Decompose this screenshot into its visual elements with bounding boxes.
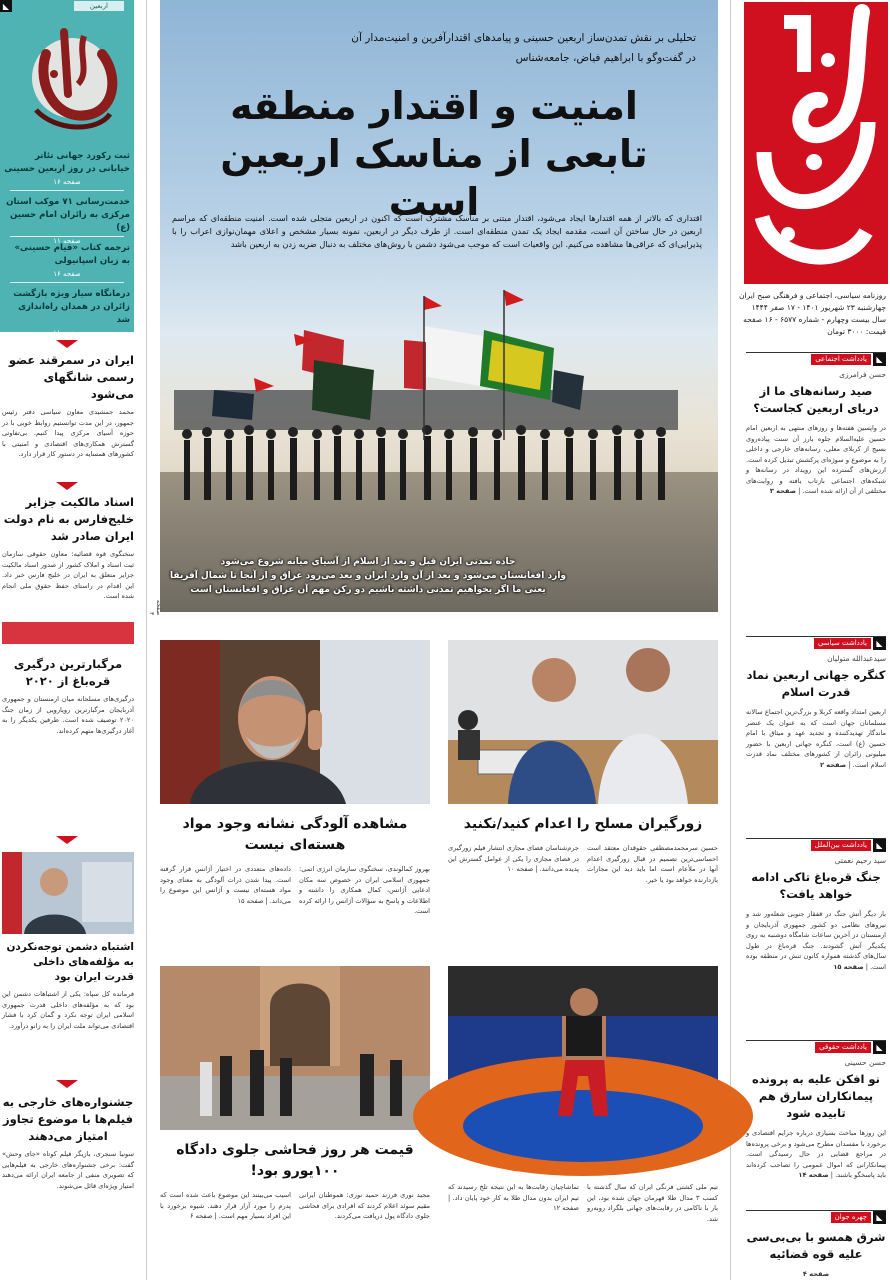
lead-story xyxy=(160,0,718,612)
arbaeen-label: اربعین xyxy=(74,1,124,11)
note-body: بار دیگر آتش جنگ در قفقاز جنوبی شعله‌ور شد و نیروهای نظامی دو کشور جمهوری آذربایجان و ارمنستان در آخرین ساعات شامگاه دوشنبه به روی یکدیگر آتش گشودند. جنگ قره‌باغ در طول سال‌های گذشته همواره کانون تنش در منطقه بوده است. xyxy=(746,910,886,971)
story-body: تیم ملی کشتی فرنگی ایران که سال گذشته با کسب ۳ مدال طلا قهرمان جهان شده بود، این بار با ناکامی در رقابت‌های جهانی بلگراد روبه‌رو شد. xyxy=(587,1183,719,1223)
left-story-body: سونیا سنجری، بازیگر فیلم کوتاه «جای وحش» گفت: برخی جشنواره‌های خارجی به فیلم‌هایی که تصویری منفی از جامعه ایران ارائه می‌دهند امتیاز ویژه‌ای قائل می‌شوند. xyxy=(2,1150,134,1190)
note-body: این روزها مباحث بسیاری درباره جرایم اقتصادی و برخورد با مفسدان مطرح می‌شود و برخی پرونده‌ها در مراجع قضایی در حال رسیدگی است. پیمانکارانی که اموال عمومی را تصاحب کرده‌اند باید پاسخگو باشند. xyxy=(746,1129,886,1179)
left-story-body: سخنگوی قوه قضائیه: معاون حقوقی سازمان ثبت اسناد و املاک کشور از صدور اسناد مالکیت جزایر متعلق به ایران در خلیج فارس خبر داد. این اقدام در راستای حفظ حقوق ملی انجام شده است. xyxy=(2,550,134,600)
note-tag: یادداشت اجتماعی xyxy=(811,354,871,365)
lead-page-ref[interactable]: صفحه ۳ xyxy=(148,599,162,616)
story-body: جرم‌شناسان فضای مجازی انتشار فیلم زورگیری در فضای مجازی را یکی از عوامل گسترش این پدیده می‌دانند. | صفحه ۱۰ xyxy=(448,844,579,873)
logo-graphic xyxy=(744,2,888,284)
left-story xyxy=(2,656,134,836)
left-story xyxy=(2,494,134,618)
left-story-body: فرمانده کل سپاه: یکی از اشتباهات دشمن این بود که به مؤلفه‌های داخلی قدرت جمهوری اسلامی ایران توجه نکرد و گمان کرد با فشار اقتصادی می‌تواند ملت ایران را به زانو درآورد. xyxy=(2,990,134,1030)
kicker-line: در گفت‌وگو با ابراهیم فیاض، جامعه‌شناس xyxy=(515,52,696,64)
story-body: مجید نوری فرزند حمید نوری: هموطنان ایرانی مقیم سوئد اعلام کردند که افرادی برای فحاشی جلوی دادگاه پول دریافت می‌کردند. xyxy=(299,1191,430,1220)
teal-news-item[interactable] xyxy=(4,150,130,189)
divider xyxy=(10,282,124,283)
teal-news-item[interactable] xyxy=(4,196,130,248)
left-story-title[interactable]: مرگبارترین درگیری قره‌باغ از ۲۰۲۰ xyxy=(13,657,123,688)
note-box: ◣ یادداشت بین‌الملل سید رحیم نعمتی جنگ قره‌باغ تاکی ادامه خواهد یافت؟ بار دیگر آتش جنگ در قفقاز جنوبی شعله‌ور شد و نیروهای نظامی دو کشور جمهوری آذربایجان و ارمنستان در آخرین ساعات شامگاه دوشنبه به روی یکدیگر آتش گشودند. جنگ قره‌باغ در طول سال‌های گذشته همواره کانون تنش در منطقه بوده است. | صفحه ۱۵ xyxy=(746,838,886,1034)
note-author: حسن فرامرزی xyxy=(839,370,886,379)
commander-photo xyxy=(2,852,134,934)
lead-headline[interactable] xyxy=(184,82,684,226)
masthead-line: قیمت: ۳۰۰۰ تومان xyxy=(827,327,886,336)
arrow-icon: ◣ xyxy=(873,353,886,366)
story-nuclear xyxy=(160,640,430,917)
note-body: در واپسین هفته‌ها و روزهای منتهی به اربعین امام حسین علیه‌السلام جلوه بارز آن سنت پیاده‌روی بسیج از کربلای معلی، رسانه‌های خارجی و داخلی را به موضوع و سوژه‌ای پرکشش تبدیل کرده است. ارزش‌های گسترده این رویداد در رسانه‌ها و شبکه‌های اجتماعی بازتاب یافته و روایت‌های مختلفی از آن ارائه شده است. xyxy=(746,424,886,495)
left-story-body: محمد جمشیدی معاون سیاسی دفتر رئیس جمهور، در این مدت توانستیم روابط خوبی با در حوزه آسیای مرکزی پیدا کنیم. بی‌تفاوتی گسترش همکاری‌های اقتصادی و امنیتی با کشورهای همسایه در دستور کار قرار دارد. xyxy=(2,408,134,458)
note-author: سید رحیم نعمتی xyxy=(834,856,886,865)
note-tag: چهره جوان xyxy=(831,1212,871,1223)
left-column xyxy=(0,0,136,1280)
lead-kicker xyxy=(176,28,696,68)
teal-item-page: صفحه ۱۶ xyxy=(53,270,81,278)
left-story-title[interactable]: جشنواره‌های خارجی به فیلم‌ها با موضوع تجاوز امتیاز می‌دهند xyxy=(2,1095,134,1143)
left-story xyxy=(2,1094,134,1280)
caption-line: وارد افغانستان می‌شود و بعد از آن وارد ایران و بعد می‌رود عراق و از آنجا تا شمال آفریقا xyxy=(169,571,566,581)
story-photo xyxy=(160,966,430,1130)
page-ref[interactable]: صفحه ۱۵ xyxy=(833,962,864,971)
left-story-title[interactable]: اسناد مالکیت جزایر خلیج‌فارس به نام دولت ایران صادر شد xyxy=(3,495,134,543)
note-title[interactable]: شرق همسو با بی‌بی‌سی علیه قوه قضائیه xyxy=(746,1230,886,1261)
teal-item-text: درمانگاه سیار ویژه بازگشت زائران در همدان راه‌اندازی شد xyxy=(13,289,130,325)
teal-item-text: ترجمه کتاب «قیام حسینی» به زبان اسپانیولی xyxy=(14,243,130,266)
left-photo xyxy=(2,852,134,940)
arrow-icon: ◣ xyxy=(873,1211,886,1224)
page-ref[interactable]: صفحه ۴ xyxy=(802,1270,830,1278)
story-body: داده‌های متعددی در اختیار آژانس قرار گرفته است. پیدا شدن ذرات آلودگی به معنای وجود مواد هسته‌ای نیست و آژانس این موضوع را می‌داند. | صفحه ۱۵ xyxy=(160,865,291,905)
story-title[interactable]: مشاهده آلودگی نشانه وجود مواد هسته‌ای نیست xyxy=(182,816,408,853)
story-title[interactable]: زورگیران مسلح را اعدام کنید/نکنید xyxy=(463,816,703,832)
teal-item-page: صفحه ۱۱ xyxy=(53,237,81,245)
story-body: حسین سرمحمدمصطفی حقوقدان معتقد است احساسی‌ترین تصمیم در قبال زورگیری اعدام آنها در ملأعام است اما باید دید این مجازات بازدارنده خواهد بود یا خیر. xyxy=(587,844,718,884)
lead-body: اقتداری که بالاتر از همه اقتدارها ایجاد می‌شود، اقتدار مبتنی بر مناسک مشترک است که اکنون در اربعین متجلی شده است. امنیت منطقه‌ای که مراسم اربعین در حال ساختن آن است، مقدمه ایجاد یک تمدن منطقه‌ای است. از طرف دیگر در اربعین، نمونه بسیار مشخص و اعلای مهمان‌نوازی اعراب را با پذیرایی‌ای که عراقی‌ها مشاهده می‌کنیم. این واقعیات است که موجب می‌شود دشمن با روش‌های مختلف به دنبال ضربه زدن به اربعین باشد xyxy=(172,213,702,249)
left-story-body: درگیری‌های مسلحانه میان ارمنستان و جمهوری آذربایجان مرگبارترین رویارویی از زمان جنگ ۲۰۲۰ توصیف شده است. طرفین یکدیگر را به آغاز درگیری‌ها متهم کرده‌اند. xyxy=(2,695,134,735)
note-box: ◣ یادداشت اجتماعی حسن فرامرزی صید رسانه‌های ما از دریای اربعین کجاست؟ در واپسین هفته‌ها و روزهای منتهی به اربعین امام حسین علیه‌السلام جلوه بارز آن سنت پیاده‌روی بسیج از کربلای معلی، رسانه‌های خارجی و داخلی را به موضوع و سوژه‌ای پرکشش تبدیل کرده است. ارزش‌های گسترده این رویداد در رسانه‌ها و شبکه‌های اجتماعی بازتاب یافته و روایت‌های مختلفی از آن ارائه شده است. | صفحه ۳ xyxy=(746,352,886,610)
newspaper-logo xyxy=(744,2,888,284)
note-tag: یادداشت سیاسی xyxy=(814,638,871,649)
note-title[interactable]: کنگره جهانی اربعین نماد قدرت اسلام xyxy=(746,668,886,699)
section-marker-icon xyxy=(56,836,78,844)
note-body: اربعین امتداد واقعه کربلا و بزرگ‌ترین اجتماع سالانه مسلمانان جهان است که به عنوان یک عنصر ماندگار تهدیدکننده و تجدید عهد و میثاق با امام حسین (ع) است، کنگره جهانی اربعین با حضور میلیونی زائران از کشورهای مختلف نماد قدرت اسلام است. xyxy=(746,708,886,769)
note-box xyxy=(746,1210,886,1278)
teal-item-text: ثبت رکورد جهانی تئاتر خیابانی در روز اربعین حسینی xyxy=(4,151,130,174)
note-tag: یادداشت حقوقی xyxy=(815,1042,871,1053)
story-photo xyxy=(448,966,718,1130)
teal-news-item[interactable] xyxy=(4,288,130,340)
story-body: بهروز کمالوندی، سخنگوی سازمان انرژی اتمی: جمهوری اسلامی ایران در خصوص سه مکان ادعایی آژانس، کمال همکاری را داشته و اطلاعات و پاسخ به سؤالات آژانس را ارائه کرده است. xyxy=(299,865,430,915)
right-column xyxy=(738,0,890,1280)
note-box: ◣ یادداشت سیاسی سیدعبدالله متولیان کنگره جهانی اربعین نماد قدرت اسلام اربعین امتداد واقعه کربلا و بزرگ‌ترین اجتماع سالانه مسلمانان جهان است که به عنوان یک عنصر ماندگار تهدیدکننده و تجدید عهد و میثاق با امام حسین (ع) است، کنگره جهانی اربعین با حضور میلیونی زائران از کشورهای مختلف نماد قدرت اسلام است. | صفحه ۲ xyxy=(746,636,886,828)
note-author: سیدعبدالله متولیان xyxy=(827,654,886,663)
story-photo xyxy=(160,640,430,804)
masthead-line: سال بیست وچهارم - شماره ۶۵۷۷ - ۱۶ صفحه xyxy=(743,315,886,324)
divider xyxy=(10,190,124,191)
page-ref[interactable]: صفحه ۲ xyxy=(819,760,847,769)
story-court xyxy=(160,966,430,1222)
teal-item-text: خدمت‌رسانی ۷۱ موکب استان مرکزی به زائران امام حسین (ع) xyxy=(6,197,130,233)
left-story-title[interactable]: اشتباه دشمن توجه‌نکردن به مؤلفه‌های داخلی قدرت ایران بود xyxy=(6,941,134,983)
story-wrestling xyxy=(448,966,718,1224)
column-divider xyxy=(146,0,147,1280)
story-title[interactable]: قیمت هر روز فحاشی جلوی دادگاه ۱۰۰یورو بود! xyxy=(176,1142,414,1179)
page-ref[interactable]: صفحه ۳ xyxy=(769,487,797,495)
section-marker-icon xyxy=(56,1080,78,1088)
kicker-line: تحلیلی بر نقش تمدن‌ساز اربعین حسینی و پیامدهای اقتدارآفرین و امنیت‌مدار آن xyxy=(351,32,696,44)
masthead-info xyxy=(738,290,886,338)
page-ref[interactable]: صفحه ۱۴ xyxy=(798,1171,829,1179)
story-photo xyxy=(448,640,718,804)
masthead-line: چهارشنبه ۲۳ شهریور ۱۴۰۱ - ۱۷ صفر ۱۴۴۴ xyxy=(751,303,886,312)
teal-item-page: صفحه ۱۱ xyxy=(53,329,81,337)
story-body: تماشاچیان رقابت‌ها به این نتیجه تلخ رسیدند که تیم ایران بدون مدال طلا به کار خود پایان داد. | صفحه ۱۲ xyxy=(448,1183,579,1212)
headline-line: امنیت و اقتدار منطقه xyxy=(230,84,638,128)
caption-line: جاده تمدنی ایران قبل و بعد از اسلام از آسیای میانه شروع می‌شود xyxy=(220,557,516,567)
masthead-line: روزنامه سیاسی، اجتماعی و فرهنگی صبح ایران xyxy=(738,291,886,300)
arrow-icon: ◣ xyxy=(873,839,886,852)
teal-item-page: صفحه ۱۶ xyxy=(53,178,81,186)
section-marker-icon xyxy=(56,340,78,348)
arrow-icon: ◣ xyxy=(873,1041,886,1054)
pilgrims-crowd-photo xyxy=(174,290,678,530)
lead-photo-caption xyxy=(168,555,568,597)
arbaeen-calligraphy-logo xyxy=(6,14,128,140)
section-marker-icon xyxy=(56,482,78,490)
note-title[interactable]: جنگ قره‌باغ تاکی ادامه خواهد یافت؟ xyxy=(751,870,881,901)
note-title[interactable]: نو افکن علیه به پرونده پیمانکاران سارق هم تابیده شود xyxy=(752,1072,880,1120)
note-title[interactable]: صید رسانه‌های ما از دریای اربعین کجاست؟ xyxy=(753,384,879,415)
left-story xyxy=(2,352,134,482)
note-tag: یادداشت بین‌الملل xyxy=(811,840,871,851)
left-story-title[interactable]: ایران در سمرقند عضو رسمی شانگهای می‌شود xyxy=(8,353,134,401)
caption-line: یعنی ما اگر بخواهیم تمدنی داشته باشیم دو رکن مهم آن عراق و افغانستان است xyxy=(190,585,546,595)
note-box: ◣ یادداشت حقوقی حسن حسینی نو افکن علیه به پرونده پیمانکاران سارق هم تابیده شود این روزها مباحث بسیاری درباره جرایم اقتصادی و برخورد با مفسدان مطرح می‌شود و برخی پرونده‌ها در مراجع قضایی در حال رسیدگی است. پیمانکارانی که اموال عمومی را تصاحب کرده‌اند باید پاسخگو باشند. | صفحه ۱۴ xyxy=(746,1040,886,1204)
story-body: اسیب می‌بینند این موضوع باعث شده است که پدرم را مورد آزار قرار دهند. شیوه برخورد با این افراد بسیار مهم است. | صفحه ۶ xyxy=(160,1191,291,1220)
note-author: حسن حسینی xyxy=(844,1058,886,1067)
arrow-icon: ◣ xyxy=(873,637,886,650)
headline-line: تابعی از مناسک اربعین است xyxy=(220,132,648,224)
arrow-icon: ◣ xyxy=(0,0,12,12)
ad-strip xyxy=(2,622,134,644)
left-story xyxy=(2,940,134,1060)
teal-news-item[interactable] xyxy=(4,242,130,281)
arbaeen-panel xyxy=(0,0,134,337)
divider xyxy=(10,236,124,237)
story-execution xyxy=(448,640,718,885)
